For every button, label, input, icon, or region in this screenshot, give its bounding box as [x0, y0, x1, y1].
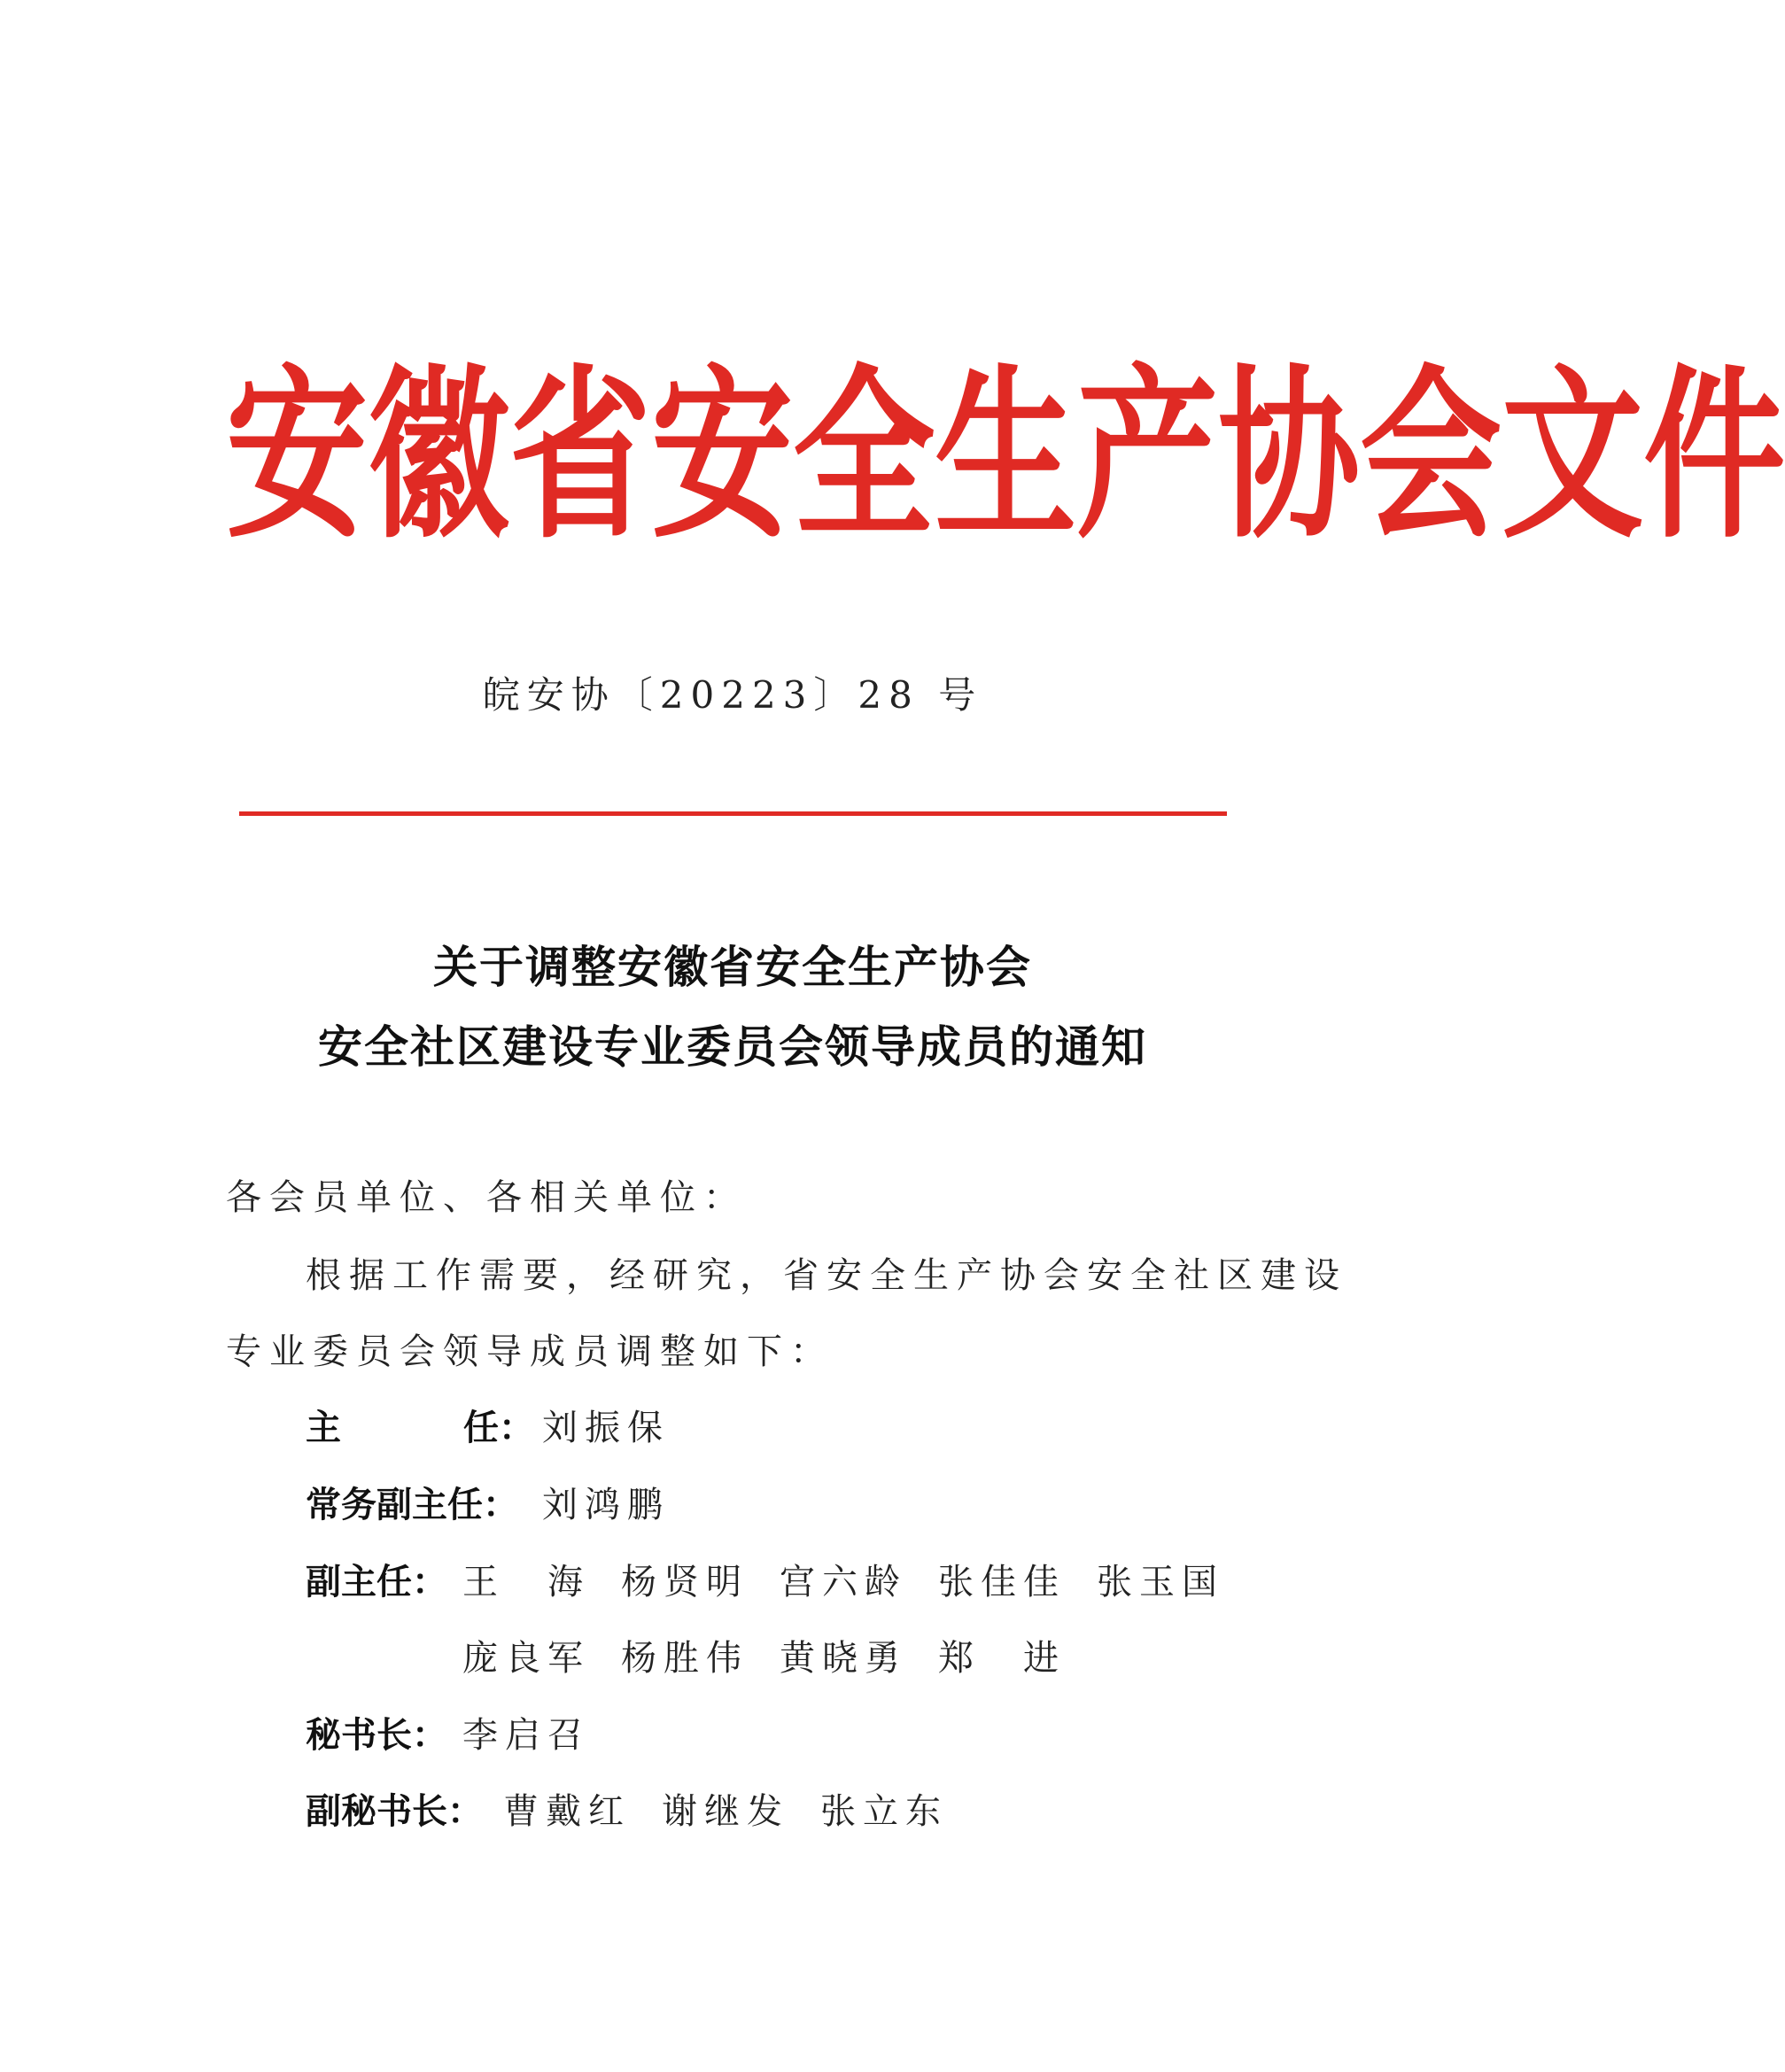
banner-char: 文	[1502, 347, 1644, 563]
document-number: 皖安协〔20223〕28 号	[482, 673, 983, 717]
banner-char: 生	[935, 347, 1077, 563]
deputy-name: 杨贤明	[621, 1562, 749, 1603]
deputy-name: 黄晓勇	[780, 1638, 907, 1679]
banner-char: 产	[1076, 347, 1219, 563]
director-name: 刘振保	[542, 1408, 670, 1448]
director-label-part-b: 任：	[463, 1408, 534, 1448]
deputy-secretary-name: 曹戴红	[503, 1791, 631, 1832]
salutation: 各会员单位、各相关单位：	[226, 1177, 747, 1218]
exec-deputy-name: 刘鸿鹏	[542, 1485, 670, 1525]
deputy-name: 王 海	[462, 1562, 590, 1603]
director-label-part-a: 主	[306, 1408, 341, 1448]
deputy-secretary-label: 副秘书长：	[306, 1791, 483, 1832]
banner-char: 省	[509, 347, 652, 563]
paragraph-line-2: 专业委员会领导成员调整如下：	[226, 1331, 834, 1372]
banner-char: 协	[1218, 347, 1361, 563]
document-title-line-2: 安全社区建设专业委员会领导成员的通知	[318, 1020, 1147, 1073]
deputy-name: 张玉国	[1097, 1562, 1224, 1603]
deputy-secretary-name: 张立东	[820, 1791, 948, 1832]
banner-char: 安	[651, 347, 794, 563]
red-divider-line	[239, 811, 1227, 816]
deputy-name: 张佳佳	[938, 1562, 1066, 1603]
banner-char: 徽	[368, 347, 510, 563]
exec-deputy-label: 常务副主任：	[306, 1485, 518, 1525]
deputy-name: 郑 进	[938, 1638, 1066, 1679]
deputy-name: 杨胜伟	[621, 1638, 749, 1679]
banner-char: 全	[793, 347, 935, 563]
secretary-general-label: 秘书长：	[306, 1715, 447, 1756]
secretary-general-name: 李启召	[462, 1715, 590, 1756]
deputy-secretary-name: 谢继发	[662, 1791, 789, 1832]
deputy-name: 宫六龄	[780, 1562, 907, 1603]
document-title-line-1: 关于调整安徽省安全生产协会	[433, 941, 1032, 993]
deputy-name: 庞良军	[462, 1638, 590, 1679]
banner-char: 会	[1360, 347, 1502, 563]
paragraph-line-1: 根据工作需要，经研究，省安全生产协会安全社区建设	[306, 1255, 1347, 1296]
deputy-director-label: 副主任：	[306, 1562, 447, 1603]
document-header-banner	[226, 347, 1785, 563]
banner-char: 件	[1643, 347, 1785, 563]
banner-char: 安	[226, 347, 369, 563]
